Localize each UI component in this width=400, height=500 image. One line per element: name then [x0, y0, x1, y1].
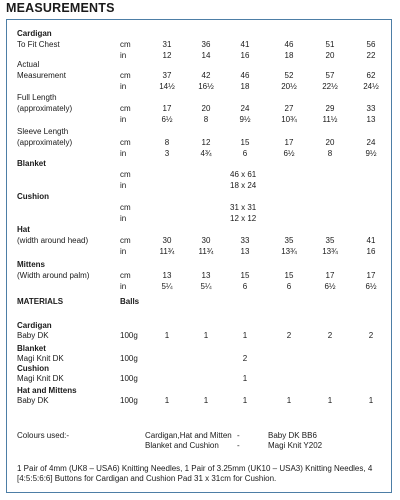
colour-dash: - — [237, 431, 240, 440]
size-value-in: 6½ — [283, 149, 295, 158]
size-value-in: 6 — [286, 282, 292, 291]
size-value-in: 6½ — [365, 282, 377, 291]
size-value-cm: 37 — [162, 71, 172, 80]
size-value-in: 18 — [284, 51, 294, 60]
measurement-label: Hat — [17, 225, 30, 234]
size-value-in: 3 — [164, 149, 170, 158]
yarn-weight: 100g — [120, 354, 138, 363]
size-value-in: 22½ — [322, 82, 338, 91]
size-value-in: 24½ — [363, 82, 379, 91]
yarn-name: Baby DK — [17, 331, 49, 340]
unit-in: in — [120, 247, 127, 256]
ball-count: 2 — [368, 331, 374, 340]
size-value-in: 13¾ — [281, 247, 297, 256]
size-value-cm: 15 — [240, 138, 250, 147]
measurement-sublabel: To Fit Chest — [17, 40, 60, 49]
size-value-in: 14 — [201, 51, 211, 60]
unit-cm: cm — [120, 236, 131, 245]
ball-count: 1 — [286, 396, 292, 405]
size-value-cm: 24 — [240, 104, 250, 113]
size-value-cm: 33 — [240, 236, 250, 245]
unit-in: in — [120, 214, 127, 223]
colour-items: Cardigan,Hat and Mitten — [145, 431, 232, 440]
size-value-in: 4¾ — [200, 149, 212, 158]
unit-in: in — [120, 51, 127, 60]
size-value-cm: 52 — [284, 71, 294, 80]
page-title: MEASUREMENTS — [6, 1, 115, 15]
measurement-label: Full Length — [17, 93, 57, 102]
yarn-name: Baby DK — [17, 396, 49, 405]
ball-count: 1 — [242, 374, 248, 383]
size-value-cm: 20 — [325, 138, 335, 147]
colour-items: Blanket and Cushion — [145, 441, 219, 450]
size-value-in: 16½ — [198, 82, 214, 91]
unit-in: in — [120, 82, 127, 91]
size-value-in: 12 x 12 — [230, 214, 257, 223]
size-value-cm: 62 — [366, 71, 376, 80]
yarn-name: Magi Knit DK — [17, 354, 64, 363]
size-value-in: 6 — [242, 149, 248, 158]
size-value-in: 6½ — [324, 282, 336, 291]
size-value-cm: 35 — [325, 236, 335, 245]
size-value-cm: 17 — [284, 138, 294, 147]
ball-count: 1 — [203, 331, 209, 340]
balls-heading: Balls — [120, 297, 140, 306]
unit-cm: cm — [120, 71, 131, 80]
size-value-cm: 36 — [201, 40, 211, 49]
size-value-cm: 15 — [284, 271, 294, 280]
measurement-label: Cardigan — [17, 29, 52, 38]
ball-count: 1 — [164, 331, 170, 340]
measurement-label: Sleeve Length — [17, 127, 69, 136]
unit-in: in — [120, 282, 127, 291]
material-header: Hat and Mittens — [17, 386, 77, 395]
size-value-in: 11¾ — [159, 247, 175, 256]
size-value-in: 5¼ — [200, 282, 212, 291]
size-value-in: 5¼ — [161, 282, 173, 291]
yarn-weight: 100g — [120, 396, 138, 405]
size-value-in: 16 — [366, 247, 376, 256]
ball-count: 1 — [242, 331, 248, 340]
colour-name: Magi Knit Y202 — [268, 441, 323, 450]
size-value-cm: 24 — [366, 138, 376, 147]
size-value-cm: 46 — [240, 71, 250, 80]
unit-cm: cm — [120, 138, 131, 147]
measurement-label: Blanket — [17, 159, 46, 168]
colour-dash: - — [237, 441, 240, 450]
size-value-cm: 17 — [325, 271, 335, 280]
size-value-cm: 31 x 31 — [230, 203, 257, 212]
size-value-cm: 57 — [325, 71, 335, 80]
colour-name: Baby DK BB6 — [268, 431, 317, 440]
yarn-weight: 100g — [120, 331, 138, 340]
unit-cm: cm — [120, 271, 131, 280]
size-value-in: 22 — [366, 51, 376, 60]
yarn-weight: 100g — [120, 374, 138, 383]
size-value-cm: 8 — [164, 138, 170, 147]
size-value-in: 9½ — [239, 115, 251, 124]
size-value-cm: 15 — [240, 271, 250, 280]
size-value-cm: 29 — [325, 104, 335, 113]
needles-buttons-note: 1 Pair of 4mm (UK8 – USA6) Knitting Needles, 1 Pair of 3.25mm (UK10 – USA3) Knitting Needles, 4 [4:5:5:6:6] Buttons for Cardigan and Cushion Pad 31 x 31cm for Cushion. — [17, 464, 373, 483]
size-value-in: 13¾ — [322, 247, 338, 256]
size-value-in: 13 — [240, 247, 250, 256]
unit-in: in — [120, 115, 127, 124]
size-value-in: 18 x 24 — [230, 181, 257, 190]
measurement-sublabel: Measurement — [17, 71, 66, 80]
unit-cm: cm — [120, 104, 131, 113]
size-value-in: 20½ — [281, 82, 297, 91]
material-header: Blanket — [17, 344, 46, 353]
size-value-in: 6½ — [161, 115, 173, 124]
size-value-cm: 13 — [162, 271, 172, 280]
measurement-sublabel: (width around head) — [17, 236, 89, 245]
ball-count: 1 — [164, 396, 170, 405]
ball-count: 1 — [242, 396, 248, 405]
size-value-cm: 46 — [284, 40, 294, 49]
unit-cm: cm — [120, 170, 131, 179]
unit-cm: cm — [120, 40, 131, 49]
size-value-cm: 41 — [240, 40, 250, 49]
size-value-in: 13 — [366, 115, 376, 124]
size-value-in: 16 — [240, 51, 250, 60]
measurement-sublabel: (approximately) — [17, 138, 73, 147]
size-value-in: 11½ — [322, 115, 338, 124]
size-value-in: 8 — [203, 115, 209, 124]
size-value-cm: 31 — [162, 40, 172, 49]
ball-count: 1 — [368, 396, 374, 405]
size-value-cm: 46 x 61 — [230, 170, 257, 179]
materials-heading: MATERIALS — [17, 297, 64, 306]
size-value-in: 9½ — [365, 149, 377, 158]
size-value-cm: 33 — [366, 104, 376, 113]
unit-in: in — [120, 181, 127, 190]
colours-label: Colours used:- — [17, 431, 70, 440]
measurement-label: Actual — [17, 60, 40, 69]
size-value-cm: 12 — [201, 138, 211, 147]
ball-count: 2 — [327, 331, 333, 340]
ball-count: 1 — [203, 396, 209, 405]
unit-in: in — [120, 149, 127, 158]
size-value-in: 8 — [327, 149, 333, 158]
size-value-cm: 13 — [201, 271, 211, 280]
size-value-in: 10¾ — [281, 115, 297, 124]
measurement-label: Mittens — [17, 260, 45, 269]
size-value-cm: 35 — [284, 236, 294, 245]
ball-count: 1 — [327, 396, 333, 405]
size-value-cm: 20 — [201, 104, 211, 113]
yarn-name: Magi Knit DK — [17, 374, 64, 383]
size-value-cm: 17 — [162, 104, 172, 113]
unit-cm: cm — [120, 203, 131, 212]
material-header: Cardigan — [17, 321, 52, 330]
size-value-cm: 51 — [325, 40, 335, 49]
size-value-cm: 17 — [366, 271, 376, 280]
measurement-sublabel: (Width around palm) — [17, 271, 90, 280]
ball-count: 2 — [242, 354, 248, 363]
size-value-in: 6 — [242, 282, 248, 291]
size-value-cm: 30 — [162, 236, 172, 245]
size-value-cm: 41 — [366, 236, 376, 245]
size-value-in: 14½ — [159, 82, 175, 91]
size-value-in: 20 — [325, 51, 335, 60]
size-value-in: 11¾ — [198, 247, 214, 256]
measurement-label: Cushion — [17, 192, 49, 201]
size-value-cm: 42 — [201, 71, 211, 80]
size-value-cm: 56 — [366, 40, 376, 49]
ball-count: 2 — [286, 331, 292, 340]
size-value-in: 12 — [162, 51, 172, 60]
size-value-in: 18 — [240, 82, 250, 91]
size-value-cm: 27 — [284, 104, 294, 113]
size-value-cm: 30 — [201, 236, 211, 245]
measurement-sublabel: (approximately) — [17, 104, 73, 113]
material-header: Cushion — [17, 364, 49, 373]
